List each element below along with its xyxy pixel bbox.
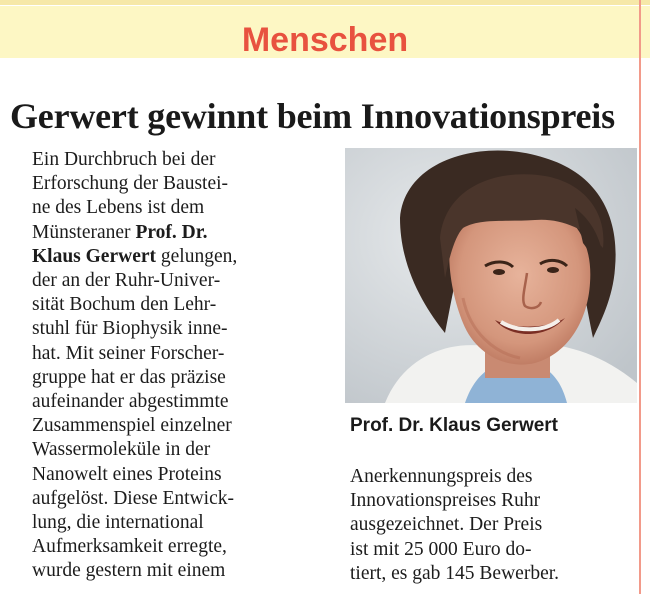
body-text: gelungen, <box>160 245 238 267</box>
body-line: lung, die international <box>32 512 204 534</box>
section-title: Menschen <box>241 21 409 59</box>
body-line: gruppe hat er das präzise <box>32 366 226 388</box>
body-line: aufeinander abgestimmte <box>32 391 229 413</box>
body-line: hat. Mit seiner Forscher- <box>32 342 225 364</box>
photo-caption: Prof. Dr. Klaus Gerwert <box>350 415 559 436</box>
column-rule <box>639 0 641 594</box>
top-rule <box>0 0 650 5</box>
body-line: Aufmerksamkeit erregte, <box>32 536 227 558</box>
body-line: stuhl für Biophysik inne- <box>32 318 228 340</box>
portrait-photo <box>345 148 637 403</box>
article-body-right <box>350 465 618 586</box>
body-line <box>32 245 324 269</box>
body-text: Münsteraner <box>32 221 131 243</box>
portrait-illustration <box>345 148 637 403</box>
body-line: wurde gestern mit einem <box>32 560 226 582</box>
person-name-prefix: Prof. Dr. <box>135 221 208 243</box>
body-line: Nanowelt eines Proteins <box>32 463 222 485</box>
body-line: tiert, es gab 145 Bewerber. <box>350 562 560 584</box>
body-line: aufgelöst. Diese Entwick- <box>32 487 234 509</box>
body-line: ausgezeichnet. Der Preis <box>350 514 543 536</box>
body-line: der an der Ruhr-Univer- <box>32 270 221 292</box>
article-body-left <box>32 148 324 584</box>
body-line: Innovationspreises Ruhr <box>350 490 541 512</box>
body-line: ist mit 25 000 Euro do- <box>350 538 532 560</box>
article-headline: Gerwert gewinnt beim Innovationspreis <box>10 96 615 136</box>
person-name: Klaus Gerwert <box>32 245 157 267</box>
body-line: Anerkennungspreis des <box>350 466 533 487</box>
body-line: Wassermoleküle in der <box>32 439 211 461</box>
body-line <box>32 221 324 245</box>
body-line: sität Bochum den Lehr- <box>32 294 217 316</box>
body-line: Erforschung der Baustei- <box>32 173 229 195</box>
body-line: Zusammenspiel einzelner <box>32 415 232 437</box>
body-line: ne des Lebens ist dem <box>32 197 205 219</box>
body-line: Ein Durchbruch bei der <box>32 149 216 170</box>
